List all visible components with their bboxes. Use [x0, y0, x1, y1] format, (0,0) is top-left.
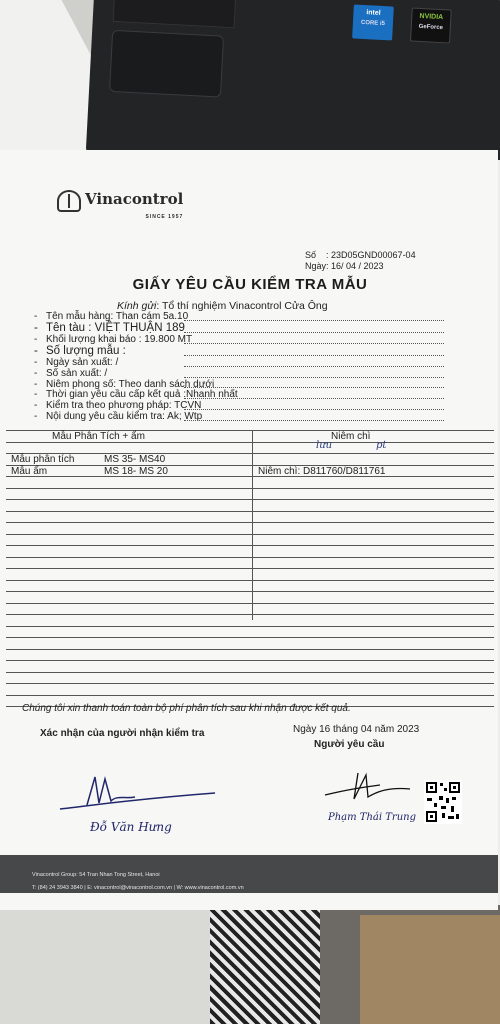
table-row [6, 661, 494, 673]
document-meta [305, 250, 416, 272]
cloth [0, 905, 240, 1024]
table-row [6, 673, 494, 685]
handwritten-note: lưu [316, 439, 333, 451]
table-header-row [6, 430, 494, 443]
table-row [6, 638, 494, 650]
nvidia-sticker: NVIDIA GeForce [410, 7, 452, 43]
field-test-method: - Kiểm tra theo phương pháp: TCVN [34, 400, 444, 411]
doc-date-label: Ngày [305, 261, 327, 271]
table-row [6, 615, 494, 627]
table-row [6, 439, 494, 455]
intel-sticker: intel CORE i5 [352, 4, 394, 40]
footer-address: Vinacontrol Group: 54 Tran Nhan Tong Street, Hanoi [32, 872, 160, 878]
requester-label: Người yêu cầu [314, 739, 385, 750]
row-name: Mẫu phân tích [11, 454, 75, 465]
field-test-content: - Nội dung yêu cầu kiểm tra: Ak; Wtp [34, 411, 444, 422]
table-row [6, 535, 494, 547]
field-vessel: - Tên tàu : VIỆT THUẬN 189 [34, 322, 444, 334]
table-row [6, 489, 494, 501]
requester-name: Phạm Thái Trung [328, 812, 416, 823]
document-title: GIẤY YÊU CẦU KIỂM TRA MẪU [132, 276, 368, 293]
table-row [6, 466, 494, 478]
requester-signature [320, 765, 420, 815]
row-value: MS 35- MS40 [104, 454, 166, 465]
table-row [6, 592, 494, 604]
vinacontrol-logo [57, 190, 183, 220]
table-row [6, 477, 494, 489]
field-production-date: - Ngày sản xuất: / [34, 357, 444, 368]
table-row [6, 627, 494, 639]
scales-icon [57, 190, 81, 212]
doc-no-value: : 23D05GND00067-04 [326, 250, 416, 260]
table-row [6, 650, 494, 662]
payment-note: Chúng tôi xin thanh toán toàn bộ phí phân tích sau khi nhận được kết quả. [22, 703, 351, 714]
footer-contacts: T: (84) 24 3943 3840 | E: vinacontrol@vinacontrol.com.vn | W: www.vinacontrol.com.vn [32, 885, 244, 891]
header-sample: Mẫu Phân Tích + ẩm [52, 431, 145, 442]
doc-no-label: Số [305, 250, 317, 260]
form-fields [34, 311, 444, 422]
table-row [6, 558, 494, 570]
field-sample-name: - Tên mẫu hàng: Than cám 5a.10 [34, 311, 444, 322]
recipient-value: : Tổ thí nghiệm Vinacontrol Cửa Ông [156, 300, 328, 312]
sign-date: Ngày 16 tháng 04 năm 2023 [293, 724, 420, 735]
table-row [6, 454, 494, 466]
recipient-label: Kính gửi [117, 300, 157, 312]
confirm-label: Xác nhận của người nhận kiểm tra [40, 728, 205, 739]
field-declared-weight: - Khối lượng khai báo : 19.800 MT [34, 334, 444, 345]
table-row [6, 523, 494, 535]
row-value: MS 18- MS 20 [104, 465, 168, 477]
field-sample-quantity: - Số lượng mẫu : [34, 345, 444, 357]
table-row [6, 581, 494, 593]
table-row [6, 512, 494, 524]
receiver-name: Đỗ Văn Hưng [90, 820, 172, 834]
row-name: Mẫu ẩm [11, 465, 48, 477]
field-result-time: - Thời gian yêu cầu cấp kết quả :Nhanh nhất [34, 389, 444, 400]
header-seal: Niêm chì [331, 431, 371, 442]
logo-since: SINCE 1957 [145, 214, 184, 220]
houndstooth-fabric [210, 905, 320, 1024]
laptop-keyboard-edge [113, 0, 237, 28]
wooden-surface [360, 915, 500, 1024]
table-row [6, 684, 494, 696]
field-production-no: - Số sản xuất: / [34, 368, 444, 379]
table-row [6, 604, 494, 616]
sample-table [6, 430, 494, 707]
table-row [6, 546, 494, 558]
touchpad [109, 30, 224, 98]
field-seal-no: - Niêm phong số: Theo danh sách dưới [34, 379, 444, 390]
table-row [6, 500, 494, 512]
logo-name: Vinacontrol [85, 190, 184, 208]
row-seal: Niêm chì: D811760/D811761 [258, 465, 386, 477]
table-row [6, 569, 494, 581]
document-footer [0, 855, 498, 893]
qr-code [424, 780, 462, 824]
handwritten-note: pt [376, 439, 387, 451]
request-form-document [0, 150, 498, 910]
doc-date-value: : 16/ 04 / 2023 [326, 261, 384, 271]
